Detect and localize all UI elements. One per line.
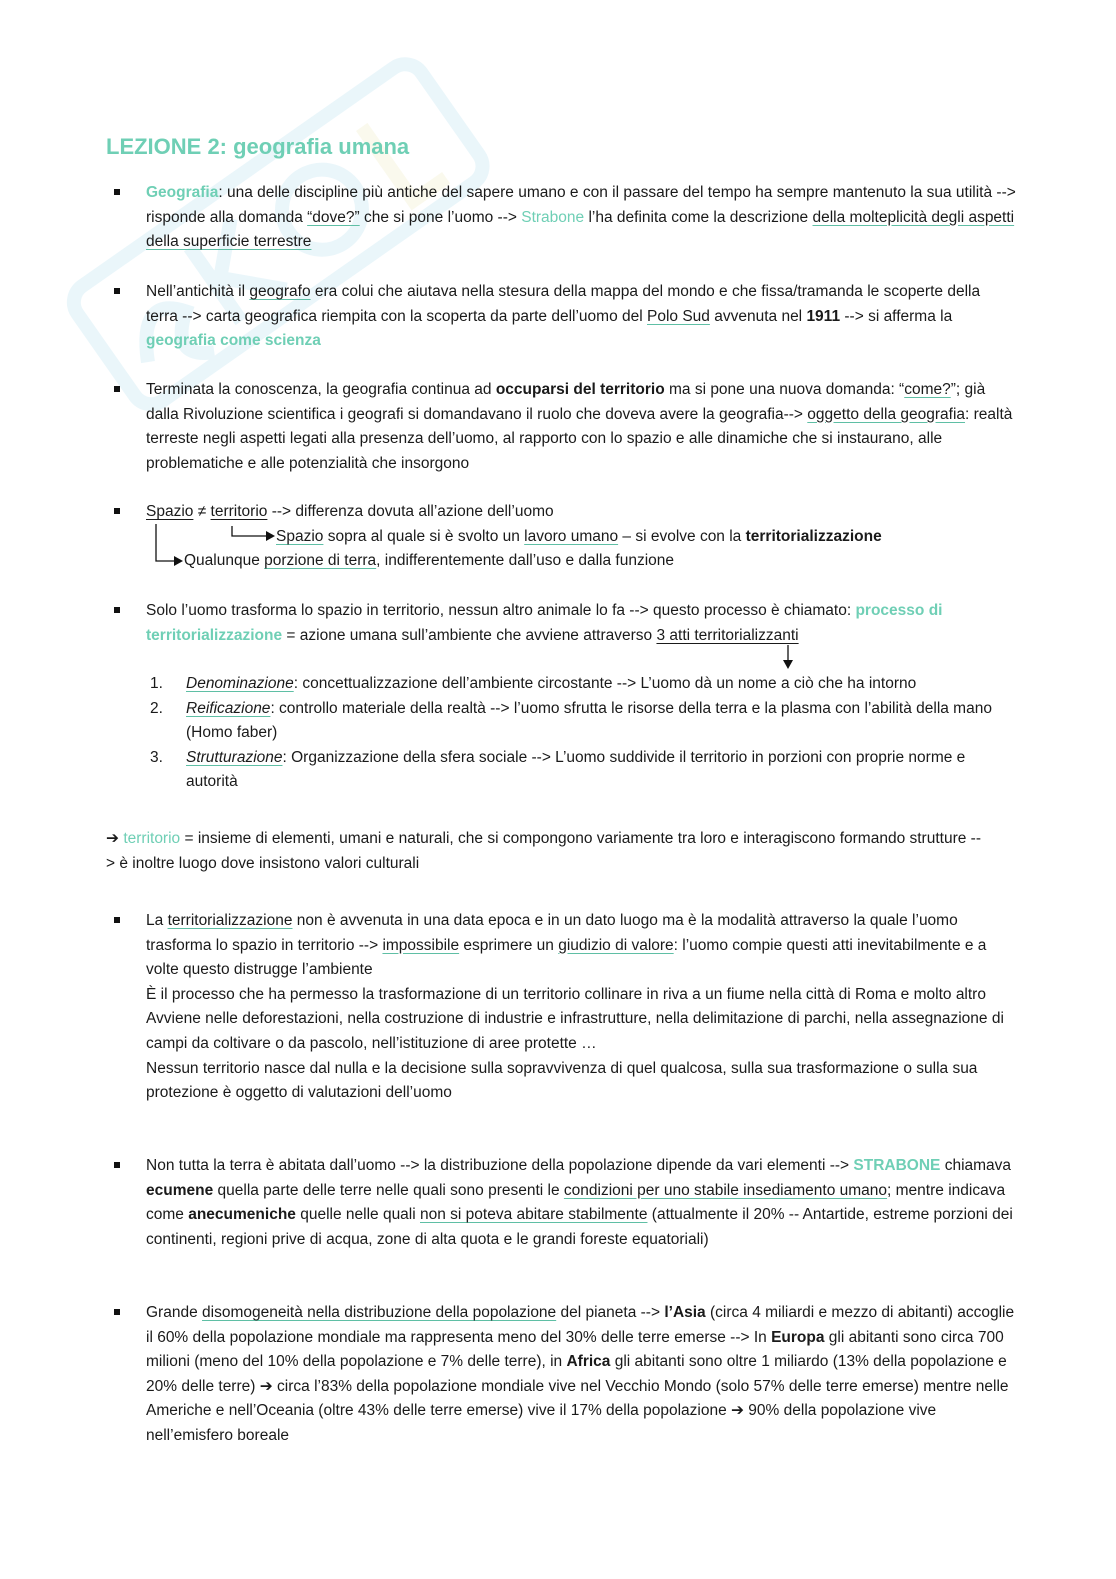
act-text: : concettualizzazione dell’ambiente circostante --> L’uomo dà un nome a ciò che ha intorno [293, 675, 917, 692]
page-title: LEZIONE 2: geografia umana [106, 134, 410, 159]
term-territorio: territorio [210, 503, 268, 520]
term: disomogeneità nella distribuzione della popolazione [202, 1304, 557, 1321]
text: Terminata la conoscenza, la geografia continua ad [146, 381, 496, 398]
item-number: 1. [150, 675, 163, 692]
text: sopra al quale si è svolto un [323, 528, 525, 545]
text: La [146, 912, 168, 929]
bullet-icon [114, 1162, 120, 1168]
term-anecumeniche: anecumeniche [188, 1206, 296, 1224]
text: = insieme di elementi, umani e naturali, che si compongono variamente tra loro e interagiscono formando strutture --> è inoltre luogo dove insistono valori culturali [106, 830, 981, 872]
act-text: : controllo materiale della realtà --> l’uomo sfrutta le risorse della terra e la plasma con l’abilità della mano (Homo faber) [186, 699, 992, 742]
paragraph-processo [146, 599, 1016, 648]
term: territorializzazione [745, 528, 882, 545]
text: circa l’83% della popolazione mondiale vive nel Vecchio Mondo (solo 57% delle terre emerse) mentre nelle Americhe e nell’Oceania (oltre 43% delle terre emerse) vive il 17% della popolazione [146, 1377, 1009, 1420]
term-strabone: Strabone [521, 208, 585, 226]
text: che si pone l’uomo --> [359, 208, 522, 226]
text: era colui che aiutava nella stesura della mappa del mondo e che fissa/tramanda le scoperte della terra --> carta geografica riempita con la scoperta da parte dell’uomo del [146, 283, 981, 325]
term: non si poteva abitare stabilmente [420, 1206, 648, 1224]
text-line: Avviene nelle deforestazioni, nella costruzione di industrie e infrastrutture, nella delimitazione di parchi, nella assegnazione di campi da coltivare o da pascolo, nell’istituzione di aree protette … [146, 1010, 1004, 1052]
act-term: Strutturazione [186, 748, 283, 766]
term: Spazio [276, 528, 324, 545]
list-item [150, 672, 1010, 697]
term-spazio: Spazio [146, 503, 194, 520]
term-ecumene: ecumene [146, 1181, 214, 1199]
text-line: È il processo che ha permesso la trasformazione di un territorio collinare in riva a un fiume nella città di Roma e molto altro [146, 985, 986, 1003]
term-oggetto: oggetto della geografia [807, 405, 966, 423]
paragraph-popolazione [146, 1301, 1016, 1449]
text: non è avvenuta in una data epoca e in un dato luogo ma è la modalità attraverso la quale l’uomo trasforma lo spazio in territorio --> [146, 912, 958, 954]
term: lavoro umano [524, 528, 619, 545]
term: giudizio di valore [558, 936, 674, 954]
acts-list [150, 672, 1010, 795]
text: Qualunque [184, 552, 265, 569]
list-item [150, 746, 1010, 795]
text: --> si afferma la [840, 307, 953, 325]
bullet-icon [114, 1309, 120, 1315]
term-territorio: territorio [123, 830, 181, 847]
not-equal-sign: ≠ [193, 503, 211, 520]
text: : l’uomo compie questi atti inevitabilmente e a volte questo distrugge l’ambiente [146, 936, 987, 979]
act-term: Denominazione [186, 675, 294, 692]
term-occuparsi: occuparsi del territorio [495, 381, 665, 398]
item-number: 3. [150, 748, 163, 766]
term-europa: Europa [771, 1328, 825, 1346]
term: condizioni per uno stabile insediamento umano [563, 1181, 888, 1199]
text: chiamava [940, 1157, 1012, 1174]
text: : una delle discipline più antiche del sapere umano e con il passare del tempo ha sempre mantenuto la sua utilità --> risponde alla domanda [146, 184, 1016, 226]
definition-underlined: della molteplicità degli aspetti della superficie terrestre [146, 208, 1015, 251]
text: Solo l’uomo trasforma lo spazio in territorio, nessun altro animale lo fa --> questo processo è chiamato: [146, 602, 856, 619]
term-asia: l’Asia [664, 1304, 706, 1321]
text: : realtà terreste negli aspetti legati alla presenza dell’uomo, al rapporto con lo spazio e alle dinamiche che si instaurano, alle problematiche e alle potenzialità che insorgono [146, 405, 1013, 472]
text: quella parte delle terre nelle quali sono presenti le [213, 1181, 564, 1199]
item-number: 2. [150, 699, 163, 717]
right-arrow-icon: ➔ [731, 1402, 744, 1420]
paragraph-territorializzazione [146, 909, 1016, 1106]
term-atti: 3 atti territorializzanti [656, 626, 799, 644]
text: esprimere un [459, 936, 559, 954]
text: Non tutta la terra è abitata dall’uomo --> la distribuzione della popolazione dipende da vari elementi --> [146, 1157, 854, 1174]
text: del pianeta --> [556, 1304, 665, 1321]
bullet-icon [114, 917, 120, 923]
term-strabone: STRABONE [853, 1157, 941, 1174]
text: (circa 4 miliardi e mezzo di abitanti) accoglie il 60% della popolazione mondiale ma rappresenta meno del 30% delle terre emerse --> In [146, 1304, 1015, 1346]
text: l’ha definita come la descrizione [584, 208, 813, 226]
term-geografo: geografo [249, 283, 311, 300]
list-item [150, 697, 1010, 746]
term-polo-sud: Polo Sud [647, 307, 710, 325]
term-africa: Africa [566, 1353, 611, 1371]
text: (attualmente il 20% -- Antartide, estreme porzioni dei continenti, regioni prive di acqua, zone di alta quota e le grandi foreste equatoriali) [146, 1206, 1013, 1248]
text: ma si pone una nuova domanda: “ [664, 381, 905, 398]
text-line: Nessun territorio nasce dal nulla e la decisione sulla sopravvivenza di quel qualcosa, sulla sua trasformazione o sulla sua protezione è oggetto di valutazioni dell’uomo [146, 1059, 978, 1102]
text: ; mentre indicava come [146, 1181, 1006, 1224]
text: = azione umana sull’ambiente che avviene attraverso [282, 626, 657, 644]
text: Nell’antichità il [146, 283, 250, 300]
right-arrow-icon: ➔ [106, 830, 119, 847]
text: Grande [146, 1304, 203, 1321]
act-text: : Organizzazione della sfera sociale --> L’uomo suddivide il territorio in porzioni con proprie norme e autorità [186, 748, 966, 791]
paragraph-ecumene [146, 1154, 1016, 1252]
bullet-icon [114, 607, 120, 613]
term-processo: processo di territorializzazione [146, 602, 943, 644]
definition-territorio [106, 827, 986, 876]
text: --> differenza dovuta all’azione dell’uomo [267, 503, 554, 520]
year-1911: 1911 [806, 307, 841, 325]
text: – si evolve con la [618, 528, 746, 545]
text: gli abitanti sono oltre 1 miliardo (13% della popolazione e 20% delle terre) [146, 1353, 1007, 1395]
text: quelle nelle quali [295, 1206, 420, 1224]
term-come: come? [904, 381, 951, 398]
text: gli abitanti sono circa 700 milioni (meno del 10% della popolazione e 7% delle terre), in [146, 1328, 1004, 1371]
term: porzione di terra [264, 552, 377, 569]
text: avvenuta nel [709, 307, 807, 325]
text: ”; già dalla Rivoluzione scientifica i geografi si domandavano il ruolo che doveva avere la geografia--> [146, 381, 986, 423]
term-geografia-scienza: geografia come scienza [146, 332, 321, 350]
act-term: Reificazione [186, 699, 271, 717]
text: 90% della popolazione vive nell’emisfero boreale [146, 1402, 937, 1444]
term-geografia: Geografia [146, 184, 219, 201]
term-dove: “dove?” [307, 208, 360, 226]
term: territorializzazione [167, 912, 293, 929]
right-arrow-icon: ➔ [259, 1377, 273, 1395]
term: impossibile [382, 936, 460, 954]
text: , indifferentemente dall’uso e dalla funzione [376, 552, 675, 569]
